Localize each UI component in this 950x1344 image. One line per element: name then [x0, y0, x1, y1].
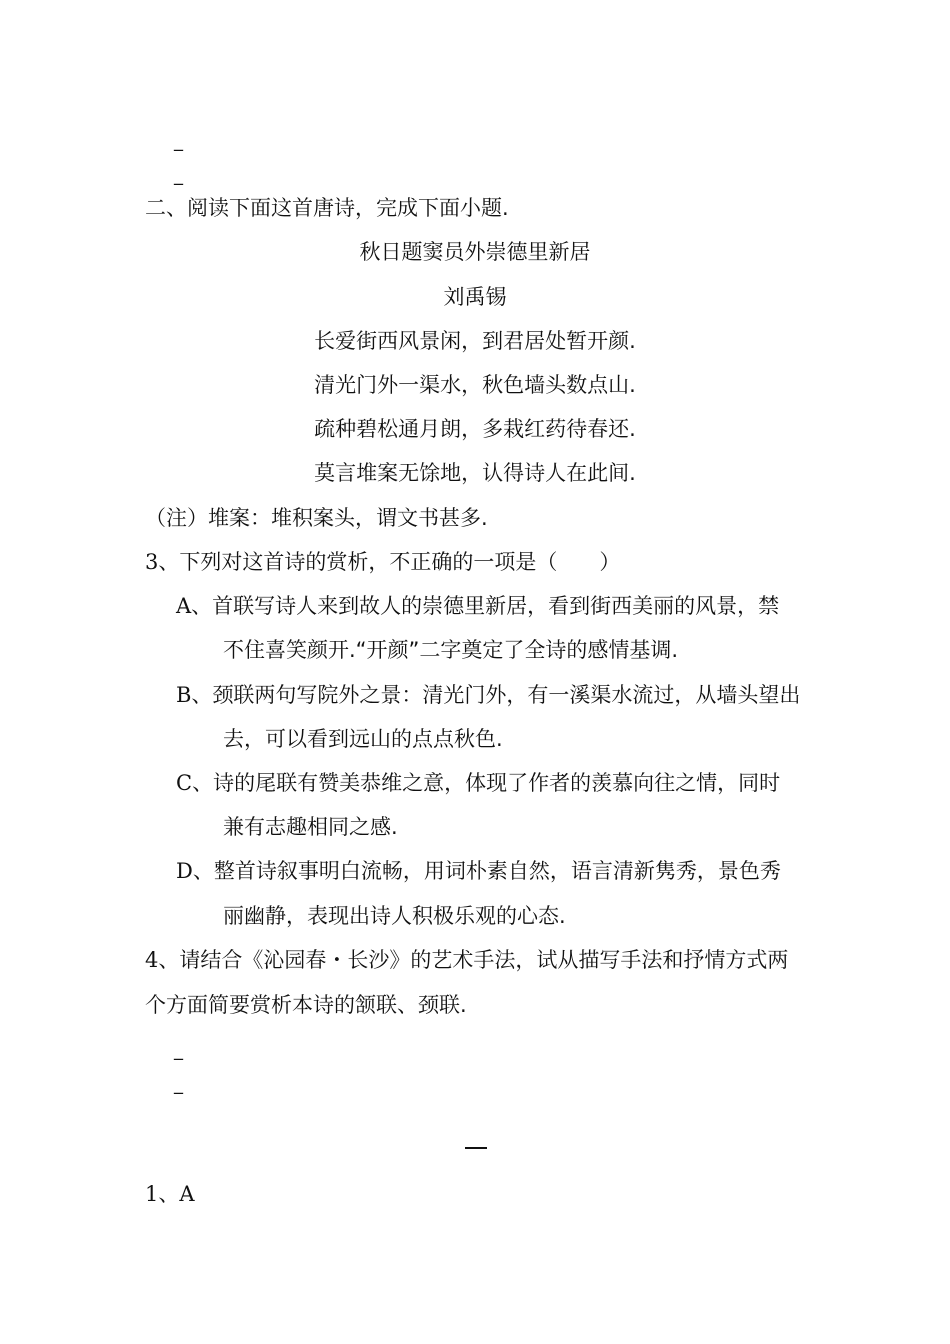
option-d-continued: 丽幽静，表现出诗人积极乐观的心态. — [223, 904, 566, 928]
poem-line: 长爱街西风景闲，到君居处暂开颜. — [314, 329, 636, 353]
poem-title: 秋日题窦员外崇德里新居 — [359, 240, 591, 264]
question-4-stem — [145, 946, 788, 974]
option-letter: C、 — [176, 771, 214, 795]
answer-line — [145, 1180, 195, 1208]
poem-line: 疏种碧松通月朗，多栽红药待春还. — [314, 417, 636, 441]
option-b-continued: 去，可以看到远山的点点秋色. — [223, 727, 503, 751]
poem-line: 清光门外一渠水，秋色墙头数点山. — [314, 373, 636, 397]
option-a-continued: 不住喜笑颜开.“开颜”二字奠定了全诗的感情基调. — [223, 638, 679, 662]
question-text: 下列对这首诗的赏析，不正确的一项是（ ） — [179, 550, 621, 574]
answer-blank-line: _ — [174, 165, 183, 186]
option-c — [176, 769, 780, 797]
question-4-continued: 个方面简要赏析本诗的颔联、颈联. — [145, 993, 467, 1017]
option-text: 首联写诗人来到故人的崇德里新居，看到街西美丽的风景，禁 — [212, 594, 780, 618]
question-number: 4、 — [145, 948, 180, 972]
option-letter: D、 — [176, 859, 214, 883]
question-3-stem — [145, 548, 620, 576]
option-letter: A、 — [176, 594, 213, 618]
poem-line: 莫言堆案无馀地，认得诗人在此间. — [314, 461, 636, 485]
answer-blank-line: _ — [174, 1074, 183, 1095]
option-b — [176, 681, 800, 709]
question-text: 请结合《沁园春・长沙》的艺术手法，试从描写手法和抒情方式两 — [179, 948, 789, 972]
option-letter: B、 — [176, 683, 213, 707]
section-separator — [465, 1147, 487, 1149]
option-d — [176, 857, 781, 885]
poem-note: （注）堆案：堆积案头，谓文书甚多. — [145, 506, 488, 530]
section-heading: 二、阅读下面这首唐诗，完成下面小题. — [145, 196, 509, 220]
option-text: 诗的尾联有赞美恭维之意，体现了作者的羡慕向往之情，同时 — [213, 771, 781, 795]
answer-blank-line: _ — [174, 1040, 183, 1061]
answer-number: 1、 — [145, 1182, 180, 1206]
option-text: 整首诗叙事明白流畅，用词朴素自然，语言清新隽秀，景色秀 — [213, 859, 781, 883]
question-number: 3、 — [145, 550, 180, 574]
option-a — [176, 592, 779, 620]
answer-value: A — [179, 1182, 195, 1206]
option-c-continued: 兼有志趣相同之感. — [223, 815, 398, 839]
poem-author: 刘禹锡 — [443, 285, 507, 309]
answer-blank-line: _ — [174, 131, 183, 152]
option-text: 颈联两句写院外之景：清光门外，有一溪渠水流过，从墙头望出 — [212, 683, 801, 707]
